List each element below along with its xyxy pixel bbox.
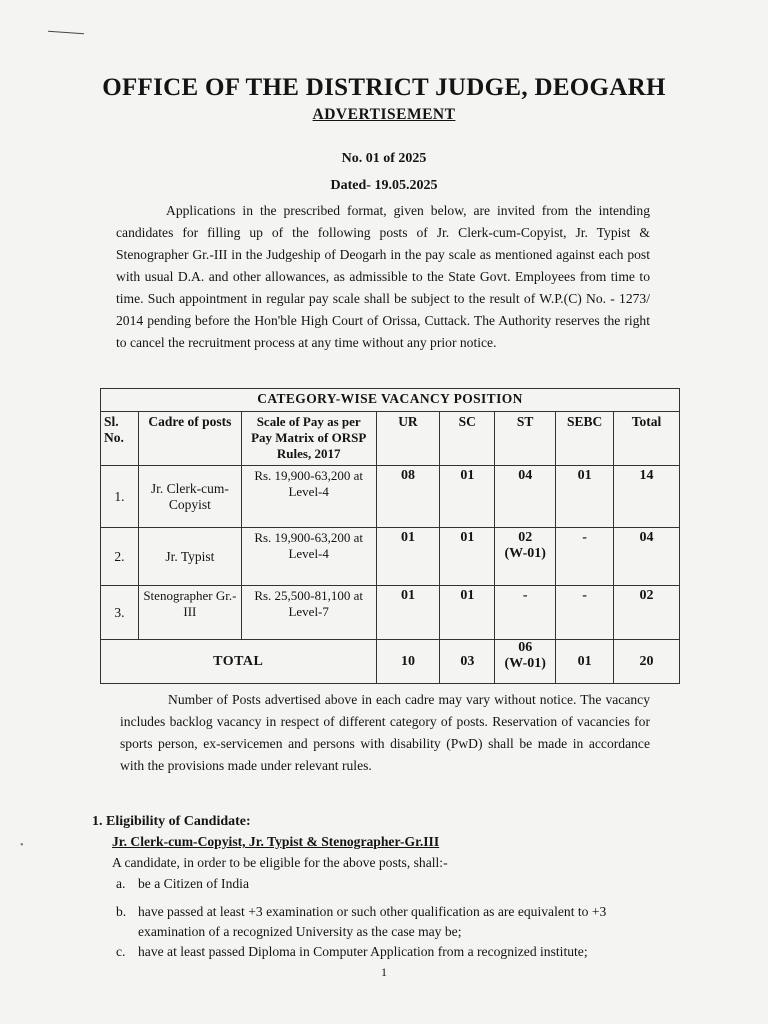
row-sl: 1. xyxy=(101,466,139,528)
section-heading: 1. Eligibility of Candidate: xyxy=(92,814,251,829)
row-ur: 08 xyxy=(376,466,440,528)
table-caption: CATEGORY-WISE VACANCY POSITION xyxy=(101,389,680,412)
row-total: 14 xyxy=(614,466,680,528)
row-sebc: - xyxy=(556,528,614,586)
row-scale xyxy=(241,586,376,640)
row-ur: 01 xyxy=(376,586,440,640)
header-ur: UR xyxy=(376,412,440,466)
total-label: TOTAL xyxy=(101,640,377,684)
header-cadre: Cadre of posts xyxy=(138,412,241,466)
section-subheading: Jr. Clerk-cum-Copyist, Jr. Typist & Stenographer-Gr.III xyxy=(112,834,440,849)
intro-paragraph: Applications in the prescribed format, given below, are invited from the intending candidates for filling up of the following posts of Jr. Clerk-cum-Copyist, Jr. Typist & Stenographer Gr.-III in the Judgeship of Deogarh in the pay scale as mentioned against each post with usual D.A. and other allowances, as admissible to the State Govt. Employees from time to time. Such appointment in regular pay scale shall be subject to the result of W.P.(C) No. - 1273/ 2014 pending before the Hon'ble High Court of Orissa, Cuttack. The Authority reserves the right to cancel the recruitment process at any time without any prior notice. xyxy=(116,203,650,350)
row-sc: 01 xyxy=(440,466,495,528)
total-st-value: 06 xyxy=(518,640,533,655)
list-item-key: c. xyxy=(116,944,126,959)
row-st-value: 02 xyxy=(518,530,533,545)
total-row xyxy=(101,640,680,684)
row-sebc: - xyxy=(556,586,614,640)
list-item-key: a. xyxy=(116,876,126,891)
row-scale-range: Rs. 19,900-63,200 at xyxy=(254,468,364,483)
list-item-text: have passed at least +3 examination or such other qualification as are equivalent to +3 examination of a recognized University as the case may be; xyxy=(138,904,607,939)
list-item-key: b. xyxy=(116,904,127,919)
row-sc: 01 xyxy=(440,586,495,640)
row-scale-level: Level-7 xyxy=(288,604,329,619)
row-scale-level: Level-4 xyxy=(288,546,329,561)
pen-mark xyxy=(48,31,84,35)
row-total: 02 xyxy=(614,586,680,640)
notes-paragraph: Number of Posts advertised above in each cadre may vary without notice. The vacancy includes backlog vacancy in respect of different category of posts. Reservation of vacancies for sports person, ex-servicemen and persons with disability (PwD) shall be made in accordance with the provisions made under relevant rules. xyxy=(120,692,650,773)
vacancy-table xyxy=(100,388,680,684)
row-scale xyxy=(241,528,376,586)
header-sc: SC xyxy=(440,412,495,466)
advertisement-heading: ADVERTISEMENT xyxy=(312,106,456,123)
row-cadre: Jr. Clerk-cum-Copyist xyxy=(138,466,241,528)
row-sc: 01 xyxy=(440,528,495,586)
header-st: ST xyxy=(495,412,556,466)
row-total: 04 xyxy=(614,528,680,586)
row-scale-level: Level-4 xyxy=(288,484,329,499)
row-st: 04 xyxy=(495,466,556,528)
row-sl: 2. xyxy=(101,528,139,586)
advertisement-number: No. 01 of 2025 xyxy=(341,151,427,166)
total-st-note: (W-01) xyxy=(504,656,546,671)
row-scale-range: Rs. 25,500-81,100 at xyxy=(254,588,364,603)
row-sl: 3. xyxy=(101,586,139,640)
table-row xyxy=(101,466,680,528)
page-number: 1 xyxy=(381,965,387,979)
total-sc: 03 xyxy=(440,640,495,684)
advertisement-date: Dated- 19.05.2025 xyxy=(330,178,438,193)
header-scale: Scale of Pay as per Pay Matrix of ORSP Rules, 2017 xyxy=(241,412,376,466)
row-scale-range: Rs. 19,900-63,200 at xyxy=(254,530,364,545)
header-total: Total xyxy=(614,412,680,466)
row-cadre: Stenographer Gr.-III xyxy=(138,586,241,640)
table-row xyxy=(101,586,680,640)
list-item-text: have at least passed Diploma in Computer Application from a recognized institute; xyxy=(138,944,588,959)
total-sebc: 01 xyxy=(556,640,614,684)
row-ur: 01 xyxy=(376,528,440,586)
row-cadre: Jr. Typist xyxy=(138,528,241,586)
row-sebc: 01 xyxy=(556,466,614,528)
list-item-text: be a Citizen of India xyxy=(138,876,249,891)
scan-dot: • xyxy=(20,840,24,851)
table-row xyxy=(101,528,680,586)
header-sl-no: Sl. No. xyxy=(101,412,139,466)
total-total: 20 xyxy=(614,640,680,684)
row-scale xyxy=(241,466,376,528)
office-title: OFFICE OF THE DISTRICT JUDGE, DEOGARH xyxy=(102,74,666,101)
header-sebc: SEBC xyxy=(556,412,614,466)
total-ur: 10 xyxy=(376,640,440,684)
row-st: - xyxy=(495,586,556,640)
row-st xyxy=(495,528,556,586)
section-intro: A candidate, in order to be eligible for the above posts, shall:- xyxy=(112,855,448,870)
total-st xyxy=(495,640,556,684)
row-st-note: (W-01) xyxy=(504,546,546,561)
